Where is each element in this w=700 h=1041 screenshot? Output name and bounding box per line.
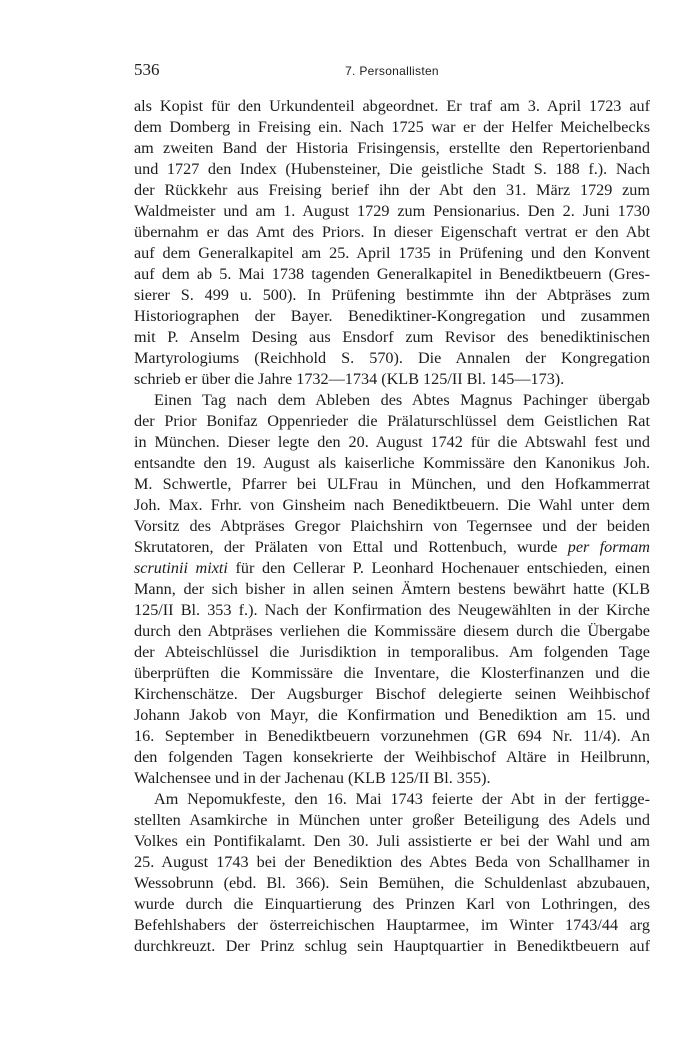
text-line: am zweiten Band der Historia Frisingensis, erstellte den Repertorienband bbox=[134, 139, 650, 157]
page-number: 536 bbox=[134, 60, 160, 79]
page-header bbox=[134, 60, 650, 82]
text-line: mit P. Anselm Desing aus Ensdorf zum Revisor des benediktinischen bbox=[134, 328, 650, 346]
text-segment: für den Cellerar P. Leonhard Hochenauer entschieden, einen bbox=[227, 559, 651, 577]
text-line: Walchensee und in der Jachenau (KLB 125/II Bl. 355). bbox=[134, 769, 491, 787]
text-line: und 1727 den Index (Hubensteiner, Die geistliche Stadt S. 188 f.). Nach bbox=[134, 160, 650, 178]
text-line: dem Domberg in Freising ein. Nach 1725 war er der Helfer Meichelbecks bbox=[134, 118, 650, 136]
text-line: Einen Tag nach dem Ableben des Abtes Magnus Pachinger übergab bbox=[154, 391, 650, 409]
text-line: schrieb er über die Jahre 1732—1734 (KLB 125/II Bl. 145—173). bbox=[134, 370, 565, 388]
italic-phrase: scrutinii mixti bbox=[134, 559, 228, 577]
text-line: stellten Asamkirche in München unter großer Beteiligung des Adels und bbox=[134, 811, 650, 829]
text-line: Joh. Max. Frhr. von Ginsheim nach Benediktbeuern. Die Wahl unter dem bbox=[134, 496, 650, 514]
text-line: in München. Dieser legte den 20. August 1742 für die Abtswahl fest und bbox=[134, 433, 650, 451]
text-line: sierer S. 499 u. 500). In Prüfening bestimmte ihn der Abtpräses zum bbox=[134, 286, 650, 304]
text-line: auf dem ab 5. Mai 1738 tagenden Generalkapitel in Benediktbeuern (Gres- bbox=[134, 265, 650, 283]
text-line: 125/II Bl. 353 f.). Nach der Konfirmation des Neugewählten in der Kirche bbox=[134, 601, 650, 619]
text-line: Befehlshabers der österreichischen Hauptarmee, im Winter 1743/44 arg bbox=[134, 916, 650, 934]
text-line: durch den Abtpräses verliehen die Kommissäre diesem durch die Übergabe bbox=[134, 622, 650, 640]
body-text bbox=[134, 96, 650, 957]
text-line: Am Nepomukfeste, den 16. Mai 1743 feierte der Abt in der fertigge- bbox=[154, 790, 650, 808]
text-line: Waldmeister und am 1. August 1729 zum Pensionarius. Den 2. Juni 1730 bbox=[134, 202, 650, 220]
text-line: 25. August 1743 bei der Benediktion des Abtes Beda von Schallhamer in bbox=[134, 853, 650, 871]
text-line: 16. September in Benediktbeuern vorzunehmen (GR 694 Nr. 11/4). An bbox=[134, 727, 650, 745]
text-line: Johann Jakob von Mayr, die Konfirmation und Benediktion am 15. und bbox=[134, 706, 650, 724]
text-line: übernahm er das Amt des Priors. In dieser Eigenschaft vertrat er den Abt bbox=[134, 223, 650, 241]
text-line: Mann, der sich bisher in allen seinen Ämtern bestens bewährt hatte (KLB bbox=[134, 580, 650, 598]
text-line: Volkes ein Pontifikalamt. Den 30. Juli assistierte er bei der Wahl und am bbox=[134, 832, 650, 850]
italic-phrase: per formam bbox=[567, 538, 650, 556]
text-line: der Prior Bonifaz Oppenrieder die Prälaturschlüssel dem Geistlichen Rat bbox=[134, 412, 650, 430]
text-line: Kirchenschätze. Der Augsburger Bischof delegierte seinen Weihbischof bbox=[134, 685, 650, 703]
text-line: Historiographen der Bayer. Benediktiner-Kongregation und zusammen bbox=[134, 307, 650, 325]
text-line: überprüften die Kommissäre die Inventare, die Klosterfinanzen und die bbox=[134, 664, 650, 682]
text-line: den folgenden Tagen konsekrierte der Weihbischof Altäre in Heilbrunn, bbox=[134, 748, 650, 766]
text-line: auf dem Generalkapitel am 25. April 1735 in Prüfening und den Konvent bbox=[134, 244, 650, 262]
text-line: Wessobrunn (ebd. Bl. 366). Sein Bemühen, die Schuldenlast abzubauen, bbox=[134, 874, 650, 892]
text-line bbox=[134, 558, 650, 579]
text-line: Vorsitz des Abtpräses Gregor Plaichshirn von Tegernsee und der beiden bbox=[134, 517, 650, 535]
running-head: 7. Personallisten bbox=[345, 64, 439, 78]
text-line: Martyrologiums (Reichhold S. 570). Die Annalen der Kongregation bbox=[134, 349, 650, 367]
text-line: der Rückkehr aus Freising berief ihn der Abt den 31. März 1729 zum bbox=[134, 181, 650, 199]
text-line: M. Schwertle, Pfarrer bei ULFrau in München, und den Hofkammerrat bbox=[134, 475, 650, 493]
text-segment: Skrutatoren, der Prälaten von Ettal und Rottenbuch, wurde bbox=[134, 538, 568, 556]
text-line: der Abteischlüssel die Jurisdiktion in temporalibus. Am folgenden Tage bbox=[134, 643, 650, 661]
text-line: durchkreuzt. Der Prinz schlug sein Hauptquartier in Benediktbeuern auf bbox=[134, 937, 650, 955]
text-line: als Kopist für den Urkundenteil abgeordnet. Er traf am 3. April 1723 auf bbox=[134, 97, 650, 115]
text-line: entsandte den 19. August als kaiserliche Kommissäre den Kanonikus Joh. bbox=[134, 454, 650, 472]
text-line: wurde durch die Einquartierung des Prinzen Karl von Lothringen, des bbox=[134, 895, 650, 913]
text-line bbox=[134, 537, 650, 558]
